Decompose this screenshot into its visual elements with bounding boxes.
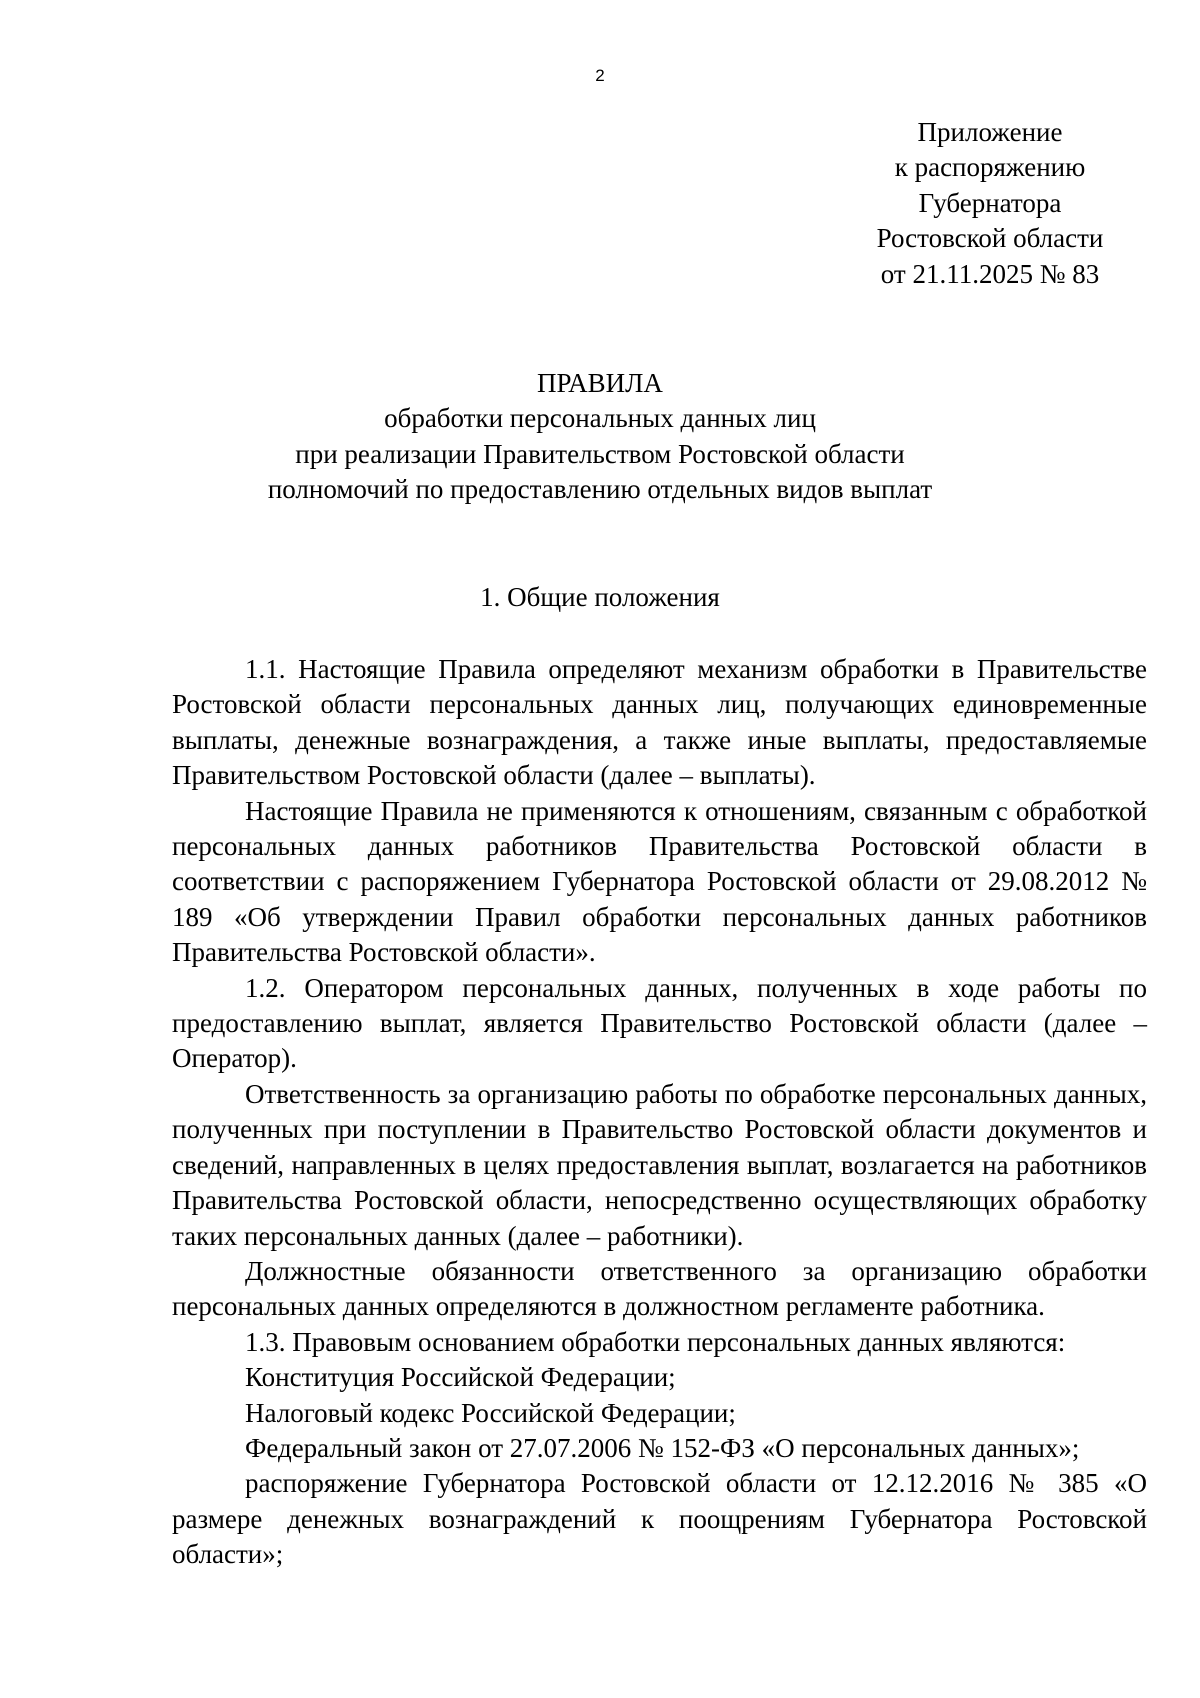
appendix-date-number: от 21.11.2025 № 83 <box>880 258 1100 289</box>
page-number: 2 <box>595 66 605 85</box>
appendix-line: к распоряжению <box>894 152 1086 183</box>
title-subtitle-line: обработки персональных данных лиц <box>384 403 816 434</box>
paragraph: 1.2. Оператором персональных данных, полученных в ходе работы по предоставлению выплат, является Правительство Ростовской области (далее – Оператор). <box>172 972 1147 1074</box>
title-subtitle-line: при реализации Правительством Ростовской области <box>295 438 905 469</box>
paragraph: Должностные обязанности ответственного за организацию обработки персональных данных определяются в должностном регламенте работника. <box>172 1255 1147 1322</box>
title-subtitle-line: полномочий по предоставлению отдельных видов выплат <box>267 474 933 505</box>
paragraph: Ответственность за организацию работы по обработке персональных данных, полученных при поступлении в Правительство Ростовской области документов и сведений, направленных в целях предоставления выплат, возлагается на работников Правительства Ростовской области, непосредственно осуществляющих обработку таких персональных данных (далее – работники). <box>172 1078 1147 1251</box>
paragraph: 1.3. Правовым основанием обработки персональных данных являются: <box>245 1326 1066 1357</box>
list-item: Конституция Российской Федерации; <box>245 1362 676 1393</box>
section-heading: 1. Общие положения <box>480 582 720 612</box>
appendix-block <box>840 115 1140 292</box>
appendix-line: Ростовской области <box>876 223 1104 254</box>
list-item: распоряжение Губернатора Ростовской области от 12.12.2016 № 385 «О размере денежных вознаграждений к поощрениям Губернатора Ростовской области»; <box>172 1468 1147 1570</box>
section-body <box>172 652 1147 1573</box>
list-item: Федеральный закон от 27.07.2006 № 152-ФЗ «О персональных данных»; <box>245 1432 1080 1463</box>
title-heading: ПРАВИЛА <box>537 368 663 398</box>
appendix-line: Приложение <box>917 117 1063 147</box>
paragraph: Настоящие Правила не применяются к отношениям, связанным с обработкой персональных данных работников Правительства Ростовской области в соответствии с распоряжением Губернатора Ростовской области от 29.08.2012 № 189 «Об утверждении Правил обработки персональных данных работников Правительства Ростовской области». <box>172 795 1147 968</box>
paragraph: 1.1. Настоящие Правила определяют механизм обработки в Правительстве Ростовской области персональных данных лиц, получающих единовременные выплаты, денежные вознаграждения, а также иные выплаты, предоставляемые Правительством Ростовской области (далее – выплаты). <box>172 654 1147 791</box>
document-title <box>0 366 1200 508</box>
list-item: Налоговый кодекс Российской Федерации; <box>245 1397 736 1428</box>
appendix-line: Губернатора <box>918 187 1062 218</box>
